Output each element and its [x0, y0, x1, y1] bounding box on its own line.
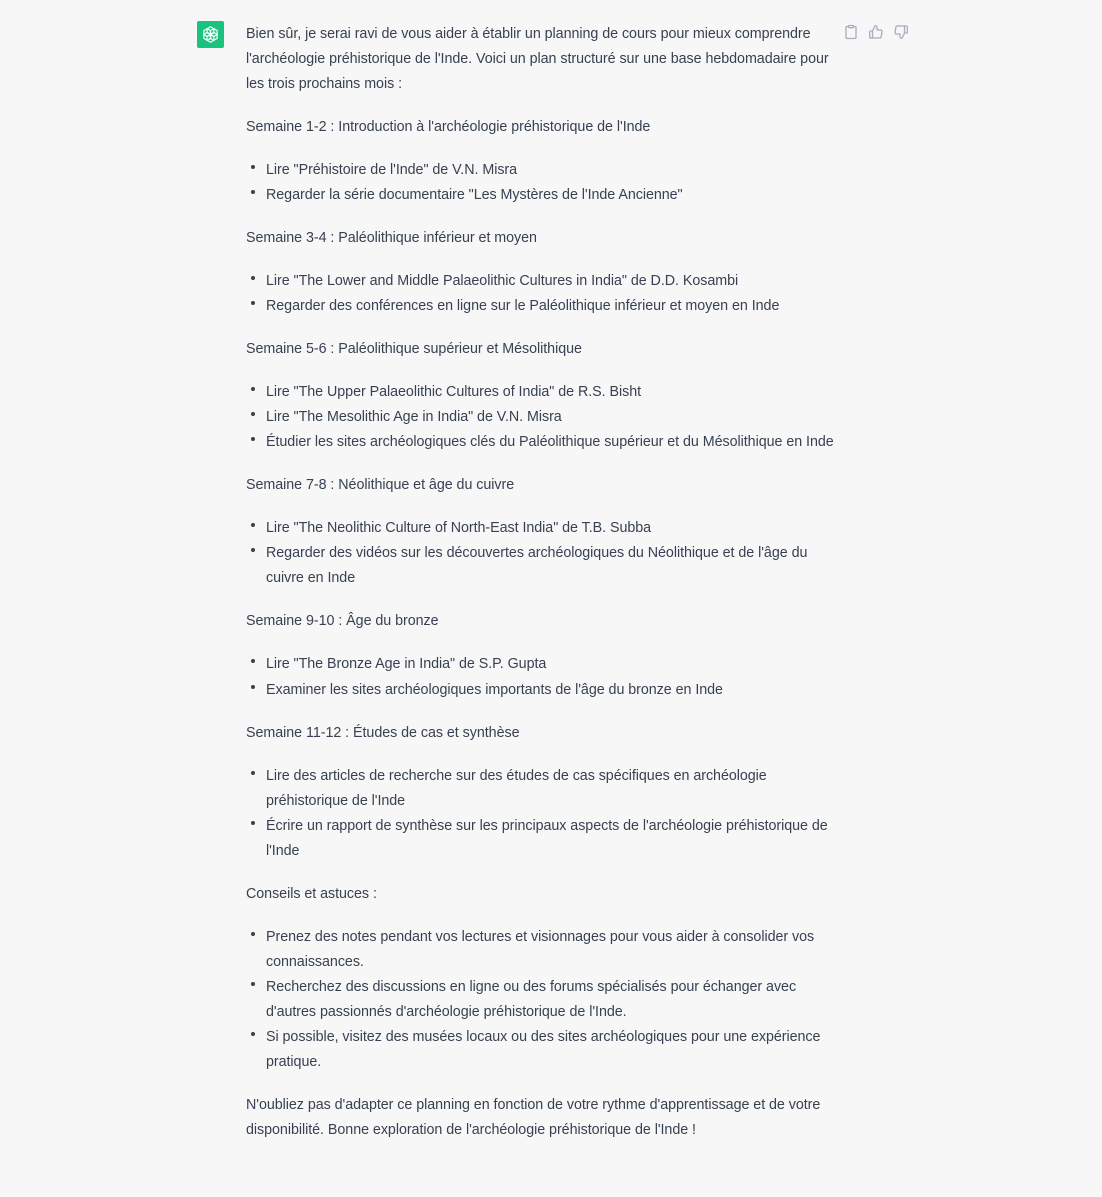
list-item: Lire "The Lower and Middle Palaeolithic Cultures in India" de D.D. Kosambi: [266, 269, 836, 294]
copy-button[interactable]: [843, 23, 859, 40]
thumbs-up-button[interactable]: [868, 23, 884, 40]
thumbs-down-button[interactable]: [893, 23, 909, 40]
assistant-avatar: [197, 21, 224, 48]
list-item: Si possible, visitez des musées locaux ou des sites archéologiques pour une expérience pratique.: [266, 1025, 836, 1075]
list-item: Recherchez des discussions en ligne ou des forums spécialisés pour échanger avec d'autres passionnés d'archéologie préhistorique de l'Inde.: [266, 975, 836, 1025]
section-heading: Semaine 1-2 : Introduction à l'archéologie préhistorique de l'Inde: [246, 119, 651, 135]
list-item: Prenez des notes pendant vos lectures et visionnages pour vous aider à consolider vos connaissances.: [266, 925, 836, 975]
list-item: Lire "The Neolithic Culture of North-East India" de T.B. Subba: [266, 516, 836, 541]
list-item: Lire "The Upper Palaeolithic Cultures of India" de R.S. Bisht: [266, 380, 836, 405]
list-item: Écrire un rapport de synthèse sur les principaux aspects de l'archéologie préhistorique de l'Inde: [266, 814, 836, 864]
bullet-list: [246, 380, 836, 455]
section-heading: Semaine 5-6 : Paléolithique supérieur et Mésolithique: [246, 341, 582, 358]
list-item: Lire des articles de recherche sur des études de cas spécifiques en archéologie préhistorique de l'Inde: [266, 764, 836, 814]
copy-icon: [843, 24, 859, 40]
list-item: Étudier les sites archéologiques clés du Paléolithique supérieur et du Mésolithique en Inde: [266, 430, 836, 455]
bullet-list: [246, 269, 836, 319]
bullet-list: [246, 516, 836, 591]
section-heading: Conseils et astuces :: [246, 885, 377, 902]
bullet-list: [246, 652, 836, 702]
openai-logo-icon: [200, 24, 221, 45]
list-item: Examiner les sites archéologiques importants de l'âge du bronze en Inde: [266, 678, 836, 703]
section-heading: Semaine 11-12 : Études de cas et synthèse: [246, 724, 520, 741]
list-item: Lire "Préhistoire de l'Inde" de V.N. Misra: [266, 158, 836, 183]
outro-paragraph: N'oubliez pas d'adapter ce planning en fonction de votre rythme d'apprentissage et de votre disponibilité. Bonne exploration de l'archéologie préhistorique de l'Inde !: [246, 1096, 821, 1138]
bullet-list: [246, 158, 836, 208]
message-content: [246, 22, 836, 1161]
list-item: Lire "The Bronze Age in India" de S.P. Gupta: [266, 652, 836, 677]
list-item: Lire "The Mesolithic Age in India" de V.N. Misra: [266, 405, 836, 430]
list-item: Regarder des conférences en ligne sur le Paléolithique inférieur et moyen en Inde: [266, 294, 836, 319]
section-heading: Semaine 3-4 : Paléolithique inférieur et moyen: [246, 230, 537, 247]
section-heading: Semaine 9-10 : Âge du bronze: [246, 613, 439, 630]
message-actions: [843, 23, 909, 40]
list-item: Regarder la série documentaire "Les Mystères de l'Inde Ancienne": [266, 183, 836, 208]
list-item: Regarder des vidéos sur les découvertes archéologiques du Néolithique et de l'âge du cuivre en Inde: [266, 541, 836, 591]
bullet-list: [246, 925, 836, 1075]
section-heading: Semaine 7-8 : Néolithique et âge du cuivre: [246, 477, 515, 494]
thumbs-down-icon: [893, 24, 909, 40]
intro-paragraph: Bien sûr, je serai ravi de vous aider à établir un planning de cours pour mieux comprendre l'archéologie préhistorique de l'Inde. Voici un plan structuré sur une base hebdomadaire pour les trois prochains mois :: [246, 26, 829, 92]
thumbs-up-icon: [868, 24, 884, 40]
bullet-list: [246, 764, 836, 864]
